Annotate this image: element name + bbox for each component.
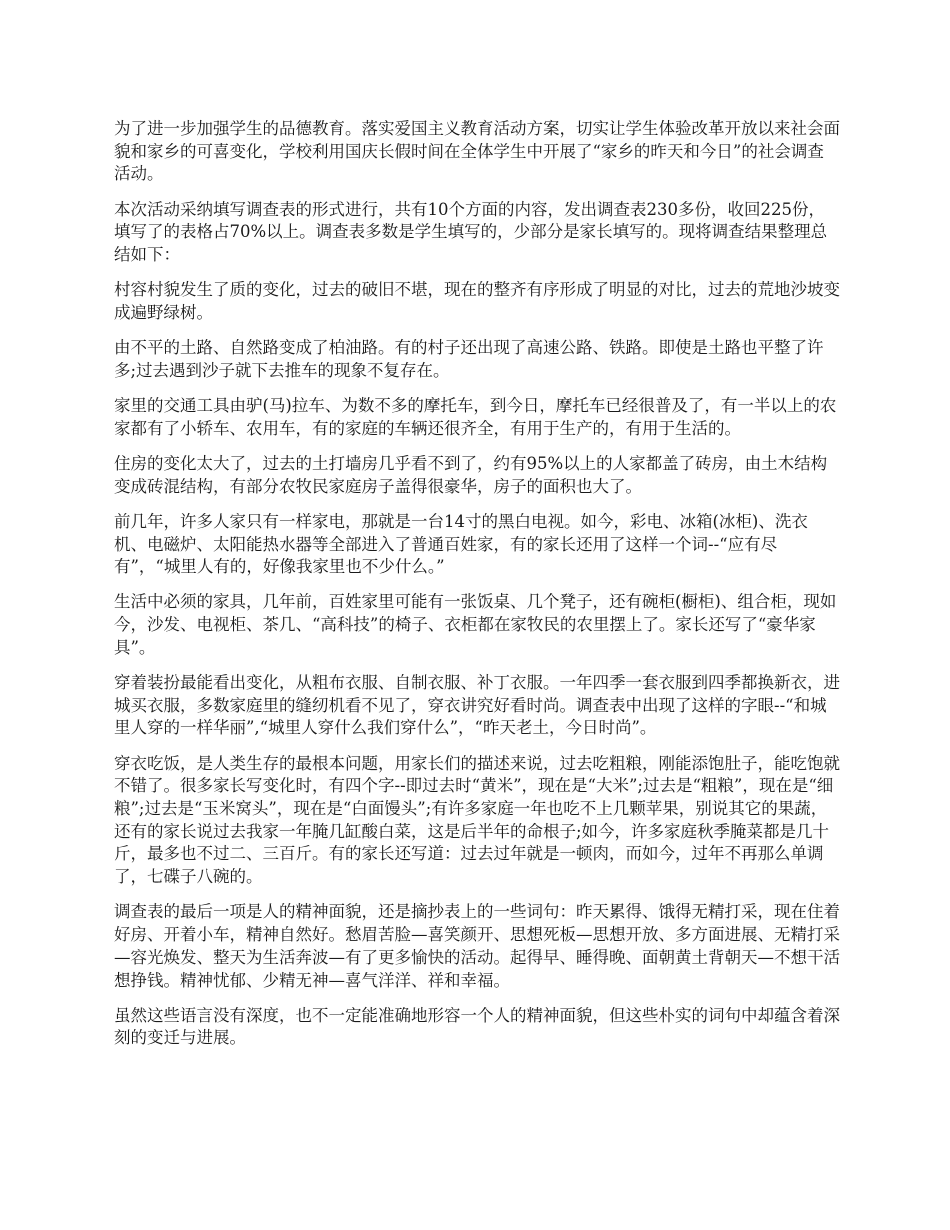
paragraph-housing: 住房的变化太大了，过去的土打墙房几乎看不到了，约有95%以上的人家都盖了砖房，由土木结构变成砖混结构，有部分农牧民家庭房子盖得很豪华，房子的面积也大了。 [114,453,828,496]
paragraph-conclusion: 虽然这些语言没有深度，也不一定能准确地形容一个人的精神面貌，但这些朴实的词句中却蕴含着深刻的变迁与进展。 [114,1005,840,1048]
paragraph-survey-method: 本次活动采纳填写调查表的形式进行，共有10个方面的内容，发出调查表230多份，收回225份，填写了的表格占70%以上。调查表多数是学生填写的，少部分是家长填写的。现将调查结果整理总结如下： [114,199,828,265]
paragraph-clothing: 穿着装扮最能看出变化，从粗布衣服、自制衣服、补丁衣服。一年四季一套衣服到四季都换新衣，进城买衣服，多数家庭里的缝纫机看不见了，穿衣讲究好看时尚。调查表中出现了这样的字眼--“和城里人穿的一样华丽”,“城里人穿什么我们穿什么”，“昨天老土，今日时尚”。 [114,673,840,738]
paragraph-intro: 为了进一步加强学生的品德教育。落实爱国主义教育活动方案，切实让学生体验改革开放以来社会面貌和家乡的可喜变化，学校利用国庆长假时间在全体学生中开展了“家乡的昨天和今日”的社会调查活动。 [114,119,840,184]
paragraph-appliances: 前几年，许多人家只有一样家电，那就是一台14寸的黑白电视。如今，彩电、冰箱(冰柜)、洗衣机、电磁炉、太阳能热水器等全部进入了普通百姓家，有的家长还用了这样一个词--“应有尽有”，“城里人有的，好像我家里也不少什么。” [114,511,808,577]
paragraph-roads: 由不平的土路、自然路变成了柏油路。有的村子还出现了高速公路、铁路。即使是土路也平整了许多;过去遇到沙子就下去推车的现象不复存在。 [114,338,824,380]
paragraph-spirit: 调查表的最后一项是人的精神面貌，还是摘抄表上的一些词句：昨天累得、饿得无精打采，现在住着好房、开着小车，精神自然好。愁眉苦脸—喜笑颜开、思想死板—思想开放、多方面进展、无精打采—容光焕发、整天为生活奔波—有了更多愉快的活动。起得早、睡得晚、面朝黄土背朝天—不想干活想挣钱。精神忧郁、少精无神—喜气洋洋、祥和幸福。 [114,902,840,990]
document-body [114,118,840,1063]
paragraph-village: 村容村貌发生了质的变化，过去的破旧不堪，现在的整齐有序形成了明显的对比，过去的荒地沙坡变成遍野绿树。 [114,280,840,322]
paragraph-furniture: 生活中必须的家具，几年前，百姓家里可能有一张饭桌、几个凳子，还有碗柜(橱柜)、组合柜，现如今，沙发、电视柜、茶几、“高科技”的椅子、衣柜都在家牧民的农里摆上了。家长还写了“豪华家具”。 [114,592,837,657]
paragraph-food: 穿衣吃饭，是人类生存的最根本问题，用家长们的描述来说，过去吃粗粮，刚能添饱肚子，能吃饱就不错了。很多家长写变化时，有四个字--即过去时“黄米”，现在是“大米”;过去是“粗粮”，现在是“细粮”;过去是“玉米窝头”，现在是“白面馒头”;有许多家庭一年也吃不上几颗苹果，别说其它的果蔬，还有的家长说过去我家一年腌几缸酸白菜，这是后半年的命根子;如今，许多家庭秋季腌菜都是几十斤，最多也不过二、三百斤。有的家长还写道：过去过年就是一顿肉，而如今，过年不再那么单调了，七碟子八碗的。 [114,753,840,887]
paragraph-transport: 家里的交通工具由驴(马)拉车、为数不多的摩托车，到今日，摩托车已经很普及了，有一半以上的农家都有了小轿车、农用车，有的家庭的车辆还很齐全，有用于生产的，有用于生活的。 [114,396,837,438]
